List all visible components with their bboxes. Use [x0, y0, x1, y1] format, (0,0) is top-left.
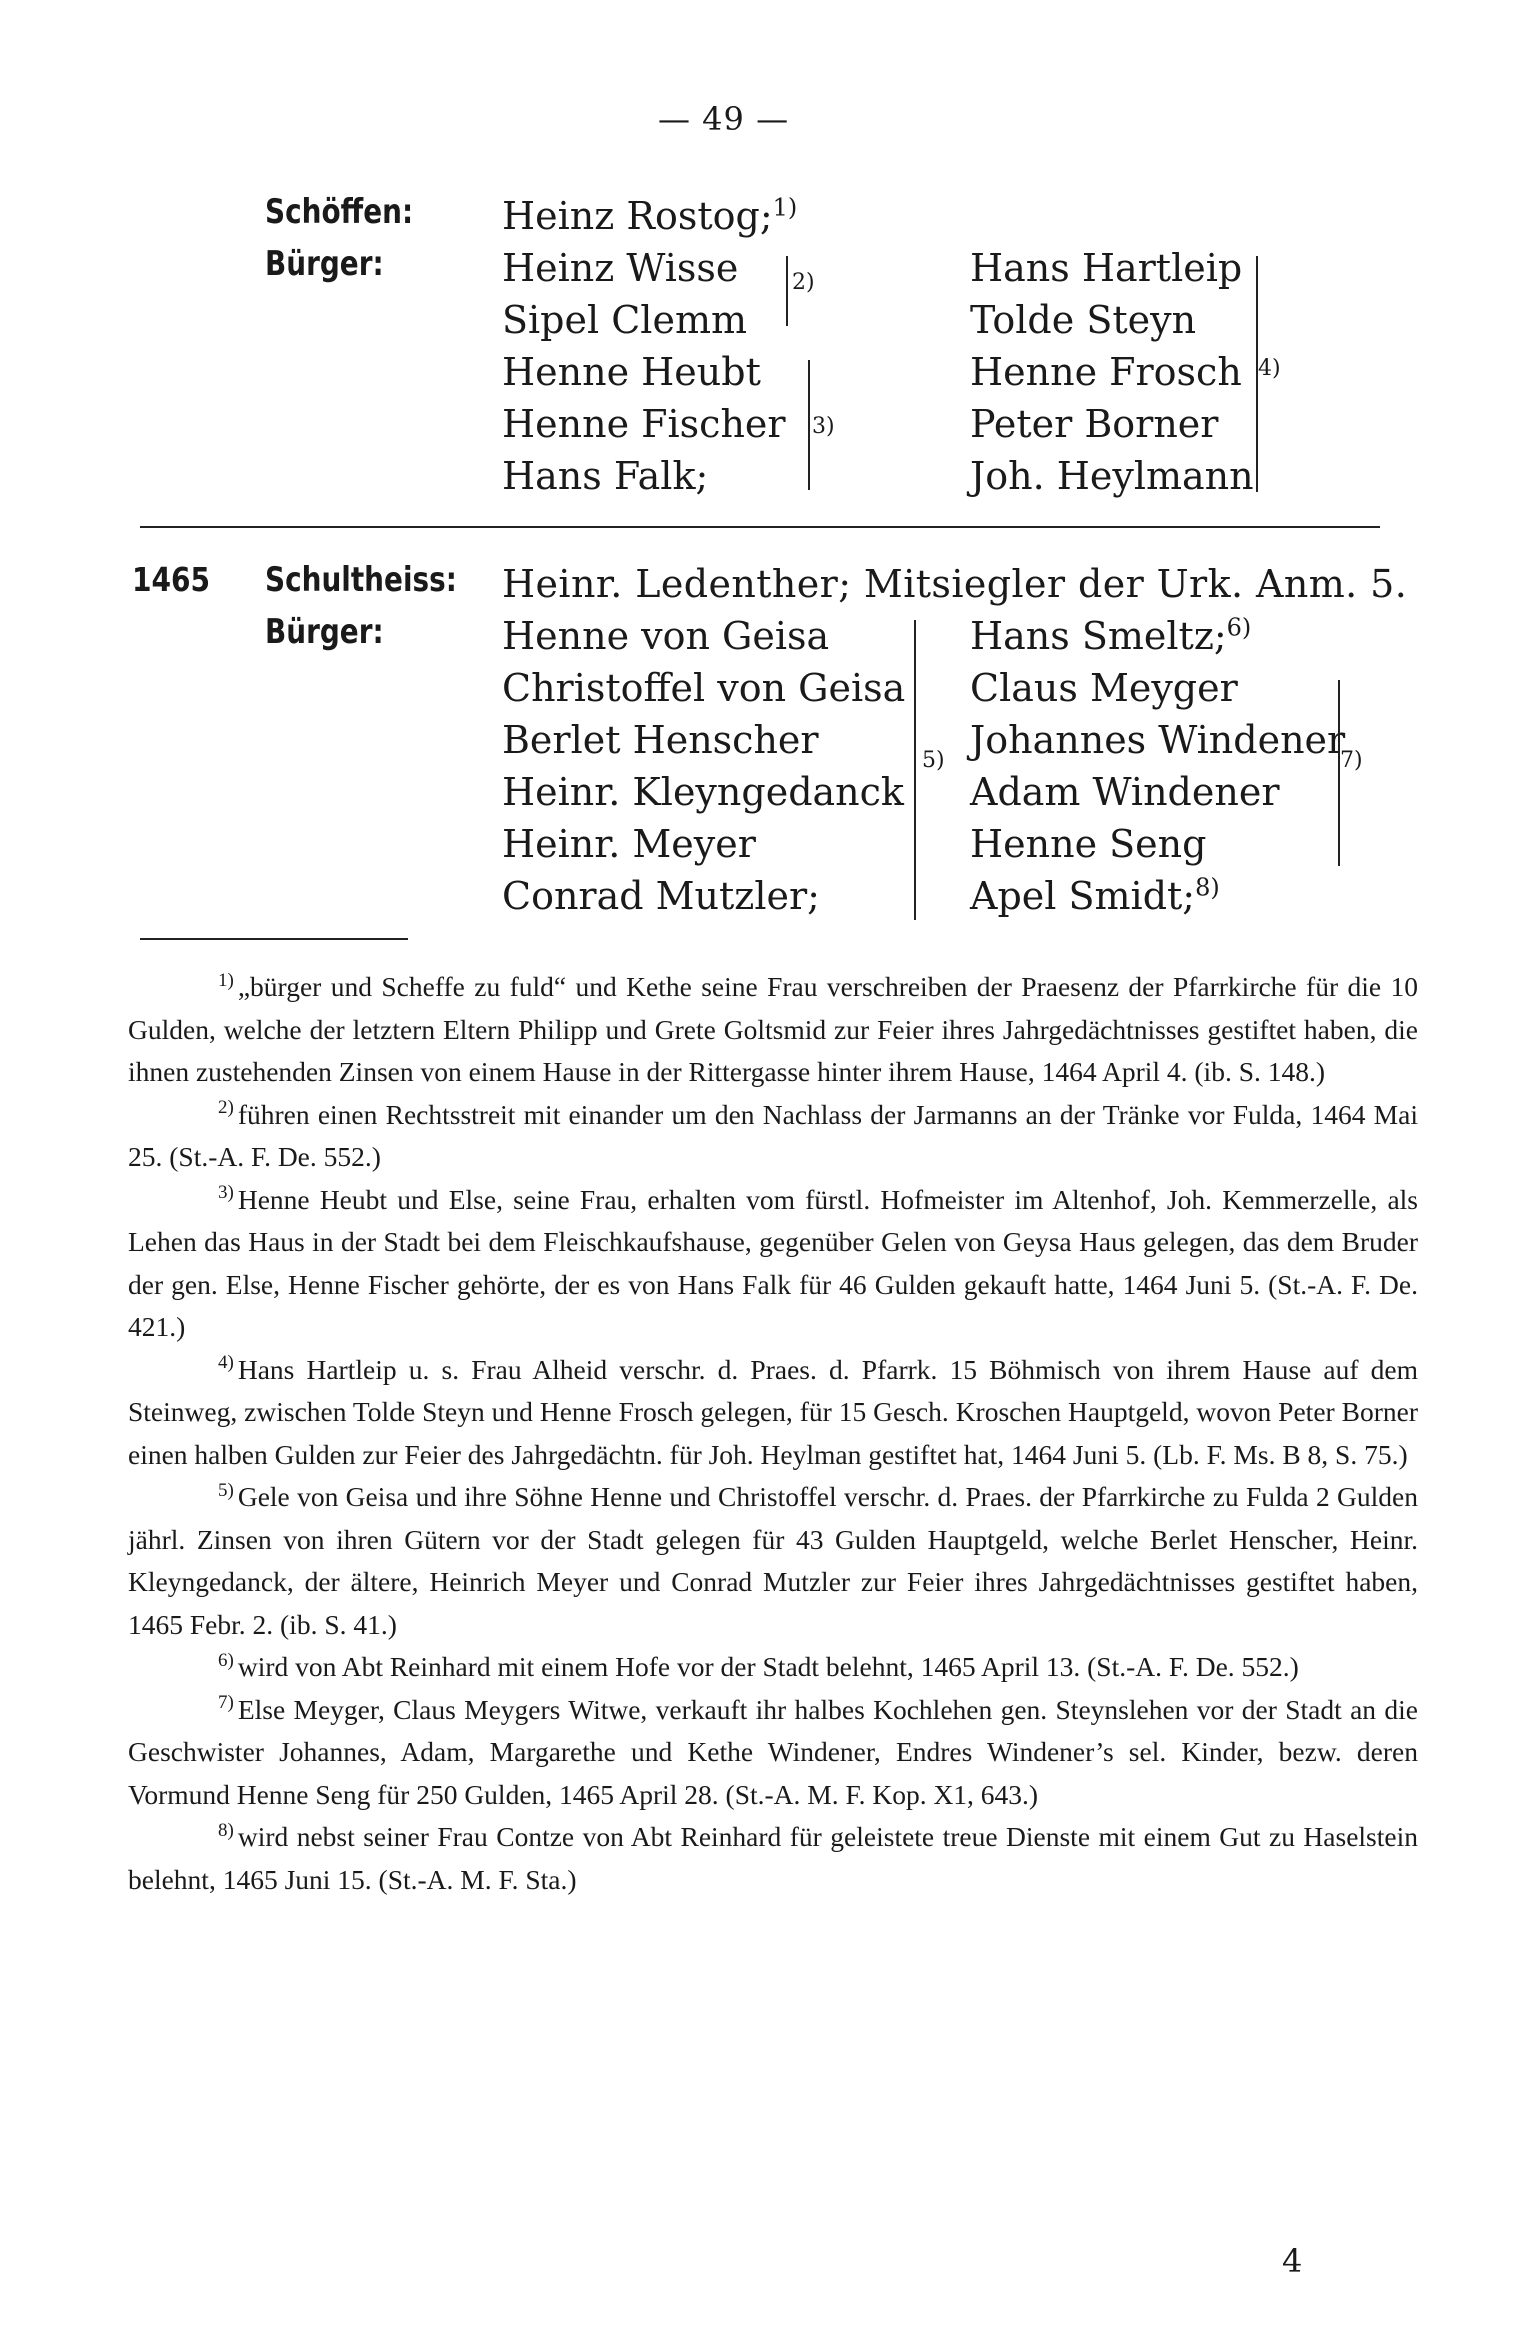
- year-1465: 1465: [132, 560, 211, 599]
- buerger-b-col2: [970, 610, 1345, 922]
- list-item: Heinz Wisse: [502, 246, 739, 290]
- list-item: Heinr. Kleyngedanck: [502, 770, 904, 814]
- brace-note-7: [1330, 680, 1340, 866]
- list-item: Hans Smeltz;$^{6)}$: [970, 613, 1252, 658]
- brace-note-2: [778, 256, 788, 326]
- list-item: Peter Borner: [970, 402, 1219, 446]
- list-item: Joh. Heylmann: [970, 454, 1254, 498]
- list-item: Henne Frosch: [970, 350, 1242, 394]
- page-number: — 49 —: [658, 100, 790, 138]
- signature-number: 4: [1282, 2242, 1303, 2280]
- footnotes: [128, 966, 1418, 1901]
- section-divider: [140, 526, 1380, 528]
- brace-note-4: [1248, 256, 1258, 492]
- label-schoeffen: Schöffen:: [265, 192, 414, 232]
- footnote-1: $^{1)}$ „bürger und Scheffe zu fuld“ und Kethe seine Frau verschreiben der Praesenz der Pfarrkirche für die 10 Gulden, welche der letztern Eltern Philipp und Grete Goltsmid zur Feier ihres Jahrgedächtnisses gestiftet haben, die ihnen zustehenden Zinsen von einem Hause in der Rittergasse hinter ihrem Hause, 1464 April 4. (ib. S. 148.): [128, 969, 1418, 1087]
- list-item: Henne Fischer: [502, 402, 786, 446]
- list-item: Hans Hartleip: [970, 246, 1243, 290]
- label-buerger-b: Bürger:: [265, 612, 384, 652]
- footnote-divider: [140, 938, 408, 940]
- footnote-4: $^{4)}$ Hans Hartleip u. s. Frau Alheid verschr. d. Praes. d. Pfarrk. 15 Böhmisch von ihrem Hause auf dem Steinweg, zwischen Tolde Steyn und Henne Frosch gelegen, für 15 Gesch. Kroschen Hauptgeld, wovon Peter Borner einen halben Gulden zur Feier des Jahrgedächtn. für Joh. Heylman gestiftet hat, 1464 Juni 5. (Lb. F. Ms. B 8, S. 75.): [128, 1352, 1418, 1470]
- buerger-a-col2: [970, 242, 1254, 502]
- list-item: Tolde Steyn: [970, 298, 1197, 342]
- list-item: Heinr. Meyer: [502, 822, 756, 866]
- list-item: Johannes Windener: [970, 718, 1346, 762]
- footnote-8: $^{8)}$ wird nebst seiner Frau Contze von Abt Reinhard für geleistete treue Dienste mit einem Gut zu Haselstein belehnt, 1465 Juni 15. (St.-A. M. F. Sta.): [128, 1819, 1418, 1895]
- note-5-marker: 5): [922, 748, 945, 773]
- list-item: Berlet Henscher: [502, 718, 819, 762]
- note-2-marker: 2): [792, 270, 815, 295]
- list-item: Henne Heubt: [502, 350, 761, 394]
- list-item: Henne von Geisa: [502, 614, 830, 658]
- list-item: Henne Seng: [970, 822, 1207, 866]
- schultheiss-line: Heinr. Ledenther; Mitsiegler der Urk. Anm. 5.: [502, 562, 1408, 606]
- footnote-2: $^{2)}$ führen einen Rechtsstreit mit einander um den Nachlass der Jarmanns an der Tränke vor Fulda, 1464 Mai 25. (St.-A. F. De. 552.): [128, 1097, 1418, 1172]
- footnote-5: $^{5)}$ Gele von Geisa und ihre Söhne Henne und Christoffel verschr. d. Praes. der Pfarrkirche zu Fulda 2 Gulden jährl. Zinsen von ihren Gütern vor der Stadt gelegen für 43 Gulden Hauptgeld, welche Berlet Henscher, Heinr. Kleyngedanck, der ältere, Heinrich Meyer und Conrad Mutzler zur Feier ihres Jahrgedächtnisses gestiftet haben, 1465 Febr. 2. (ib. S. 41.): [128, 1479, 1418, 1640]
- footnote-6: $^{6)}$ wird von Abt Reinhard mit einem Hofe vor der Stadt belehnt, 1465 April 13. (St.-A. F. De. 552.): [218, 1649, 1299, 1682]
- note-3-marker: 3): [812, 414, 835, 439]
- note-7-marker: 7): [1340, 748, 1363, 773]
- list-item: Claus Meyger: [970, 666, 1238, 710]
- list-item: Apel Smidt;$^{8)}$: [970, 873, 1220, 918]
- list-item: Christoffel von Geisa: [502, 666, 906, 710]
- schoeffe-name: Heinz Rostog;$^{1)}$: [502, 193, 798, 238]
- label-schultheiss: Schultheiss:: [265, 560, 457, 600]
- buerger-a-col1: [502, 242, 786, 502]
- list-item: Conrad Mutzler;: [502, 874, 820, 918]
- buerger-b-col1: [502, 610, 905, 922]
- brace-note-5: [906, 620, 916, 920]
- footnote-3: $^{3)}$ Henne Heubt und Else, seine Frau, erhalten vom fürstl. Hofmeister im Altenhof, Joh. Kemmerzelle, als Lehen das Haus in der Stadt bei dem Fleischkaufshause, gegenüber Gelen von Geysa Haus gelegen, das dem Bruder der gen. Else, Henne Fischer gehörte, der es von Hans Falk für 46 Gulden gekauft hatte, 1464 Juni 5. (St.-A. F. De. 421.): [128, 1182, 1418, 1342]
- list-item: Hans Falk;: [502, 454, 709, 498]
- brace-note-3: [800, 360, 810, 490]
- footnote-7: $^{7)}$ Else Meyger, Claus Meygers Witwe, verkauft ihr halbes Kochlehen gen. Steynslehen vor der Stadt an die Geschwister Johannes, Adam, Margarethe und Kethe Windener, Endres Windener’s sel. Kinder, bezw. deren Vormund Henne Seng für 250 Gulden, 1465 April 28. (St.-A. M. F. Kop. X1, 643.): [128, 1692, 1418, 1810]
- list-item: Adam Windener: [970, 770, 1280, 814]
- note-4-marker: 4): [1258, 356, 1281, 381]
- label-buerger-a: Bürger:: [265, 244, 384, 284]
- list-item: Sipel Clemm: [502, 298, 748, 342]
